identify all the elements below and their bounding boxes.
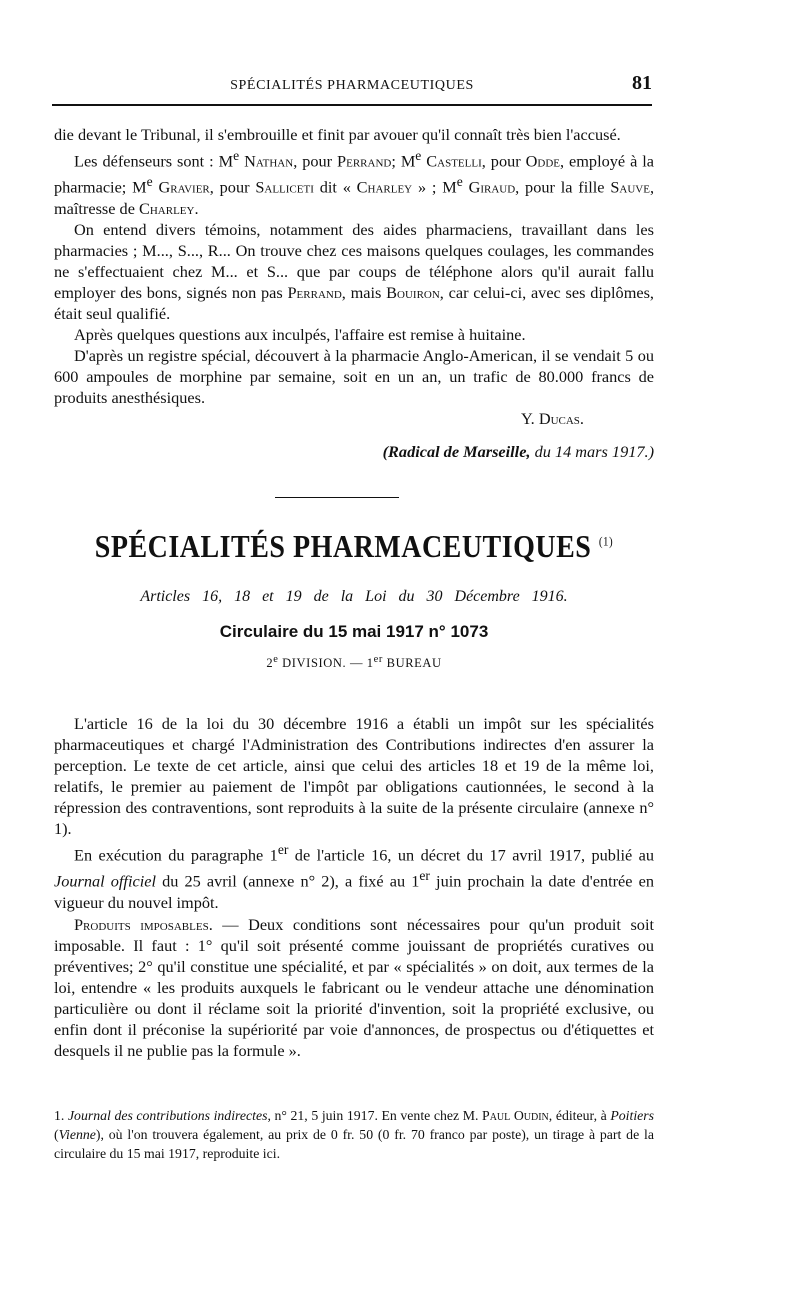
circulaire-heading: Circulaire du 15 mai 1917 n° 1073 <box>219 622 489 641</box>
paragraph-adjourned: Après quelques questions aux inculpés, l'affaire est remise à huitaine. <box>74 324 526 344</box>
paragraph-decree: En exécution du paragraphe 1er de l'article 16, un décret du 17 avril 1917, publié au Journal officiel du 25 avril (annexe n° 2), a fixé au 1er juin prochain la date d'entrée en vigueur du nouvel impôt. <box>54 842 655 912</box>
article-title: SPÉCIALITÉS PHARMACEUTIQUES $^{(1)}$ <box>94 529 614 566</box>
paragraph-1: die devant le Tribunal, il s'embrouille et finit par avouer qu'il connaît très bien l'accusé. <box>54 125 621 144</box>
footnote-1: 1. Journal des contributions indirectes, n° 21, 5 juin 1917. En vente chez M. Paul Oudin, éditeur, à Poitiers (Vienne), où l'on trouvera également, au prix de 0 fr. 50 (0 fr. 70 franco par poste), un tirage à part de la circulaire du 15 mai 1917, reproduite ici. <box>54 1108 655 1161</box>
name-perrand-2: Perrand <box>287 282 342 302</box>
paragraph-defenders: Les défenseurs sont : Me Nathan, pour Perrand; Me Castelli, pour Odde, employé à la pharmacie; Me Gravier, pour Salliceti dit « Charley » ; Me Giraud, pour la fille Sauve, maîtresse de Charley. <box>54 148 655 218</box>
paragraph-register: D'après un registre spécial, découvert à la pharmacie Anglo-American, il se vendait 5 ou 600 ampoules de morphine par semaine, soit en un an, un trafic de 80.000 francs de produits anesthésiques. <box>54 345 654 407</box>
circulaire-body <box>54 713 654 913</box>
header-rule <box>52 104 652 106</box>
section-divider <box>275 497 399 498</box>
footnote <box>54 1106 654 1163</box>
section-heading-products: Produits imposables. <box>74 915 213 934</box>
running-title: SPÉCIALITÉS PHARMACEUTIQUES <box>230 78 474 93</box>
court-report-section <box>54 124 654 462</box>
name-castelli: Castelli <box>426 151 482 171</box>
division-line: 2e DIVISION. — 1er BUREAU <box>266 654 442 671</box>
paragraph-law: L'article 16 de la loi du 30 décembre 1916 a établi un impôt sur les spécialités pharmaceutiques et chargé l'Administration des Contributions indirectes d'en assurer la perception. Le texte de cet article, ainsi que celui des articles 18 et 19 de la même loi, relatifs, le premier au paiement de l'impôt par obligations cautionnées, le second à la répression des contraventions, sont reproduits à la suite de la présente circulaire (annexe n° 1). <box>54 714 654 838</box>
name-salliceti: Salliceti <box>255 177 314 197</box>
law-reference: Articles 16, 18 et 19 de la Loi du 30 Décembre 1916. <box>140 588 568 605</box>
paragraph-witnesses: On entend divers témoins, notamment des aides pharmaciens, travaillant dans les pharmacies ; M..., S..., R... On trouve chez ces maisons quelques coulages, les commandes ne s'effectuaient chez M... et S... que par coups de téléphone alors qu'il aurait fallu employer des bons, signés non pas Perrand, mais Bouiron, car celui-ci, avec ses diplômes, était seul qualifié. <box>54 219 654 323</box>
source-citation: (Radical de Marseille, du 14 mars 1917.) <box>382 441 654 461</box>
name-perrand: Perrand <box>337 151 392 171</box>
name-giraud: Giraud <box>468 177 516 197</box>
running-head <box>52 72 652 102</box>
name-charley-2: Charley <box>139 198 195 218</box>
name-bouiron: Bouiron <box>386 282 440 302</box>
name-nathan: Nathan <box>244 151 294 171</box>
page-number: 81 <box>632 72 652 94</box>
paragraph-taxable-products: Produits imposables. — Deux conditions sont nécessaires pour qu'un produit soit imposable. Il faut : 1° qu'il soit présenté comme jouissant de propriétés curatives ou préventives; 2° qu'il constitue une spécialité, et par « spécialités » on doit, aux termes de la loi, entendre « les produits auxquels le fabricant ou le vendeur attache une dénomination particulière ou dont il réclame soit la priorité d'invention, soit la propriété exclusive, ou enfin dont il préconise la supériorité par voie d'annonces, de prospectus ou d'étiquettes et desquels il ne publie pas la formule ». <box>54 915 654 1060</box>
name-sauve: Sauve <box>610 177 650 197</box>
title-footnote-marker: (1) <box>598 534 614 549</box>
signature: Y. Ducas. <box>521 408 584 428</box>
name-charley: Charley <box>356 177 413 197</box>
name-gravier: Gravier <box>158 177 210 197</box>
name-odde: Odde <box>525 151 560 171</box>
products-section <box>54 914 654 1061</box>
